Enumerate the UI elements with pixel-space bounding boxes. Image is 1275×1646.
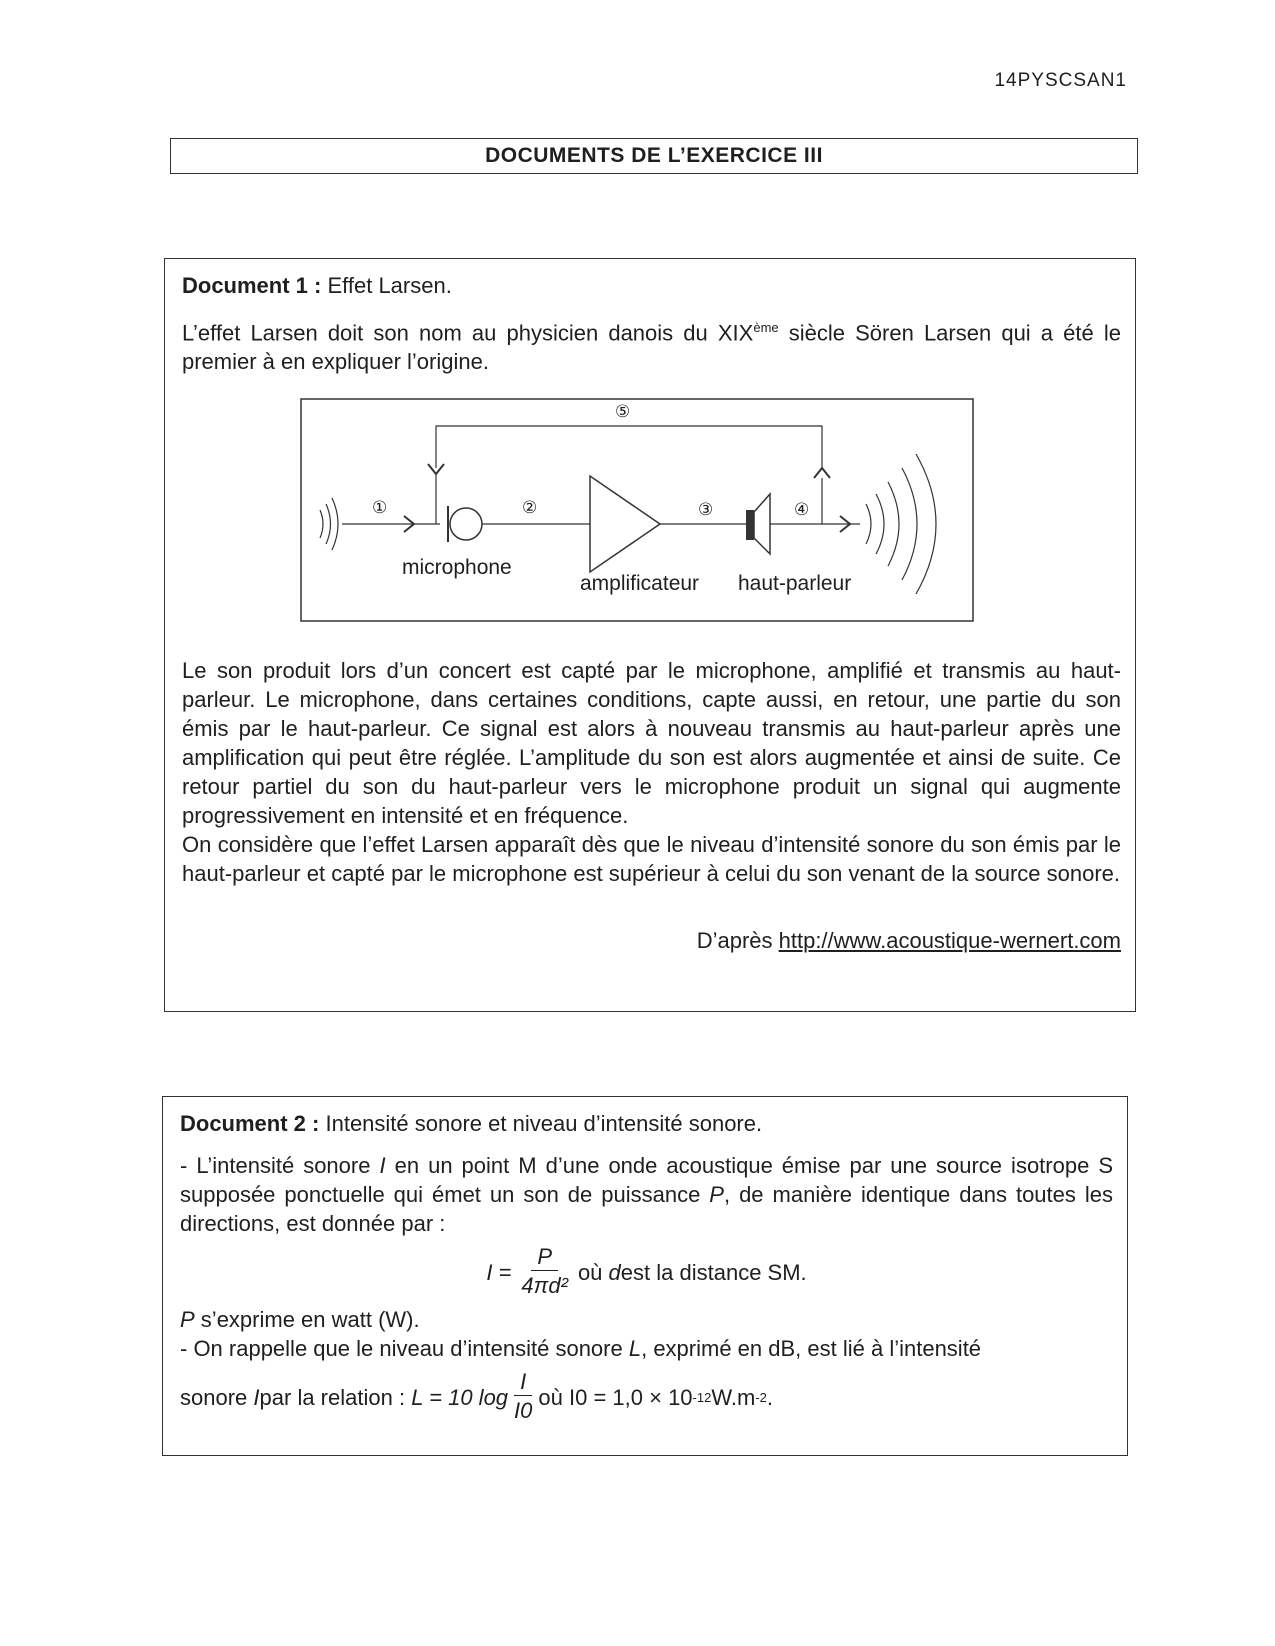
- formula-2-numerator: I: [514, 1369, 532, 1396]
- document-1-intro: [182, 313, 1121, 376]
- document-2-paragraph-1: [180, 1151, 1113, 1238]
- document-2-box: [162, 1096, 1128, 1456]
- formula-2-end: .: [766, 1385, 774, 1410]
- formula-2-fraction: [514, 1369, 532, 1426]
- microphone-label: microphone: [402, 556, 512, 580]
- document-2-paragraph-4: [180, 1369, 1113, 1426]
- speaker-icon: [754, 494, 770, 554]
- p3-text-a: - On rappelle que le niveau d’intensité sonore: [180, 1336, 629, 1361]
- formula-1-tail-b: est la distance SM.: [620, 1259, 807, 1285]
- formula-2-lhs: L = 10 log: [411, 1385, 509, 1410]
- label-2: ②: [522, 498, 538, 518]
- p4-text-b: par la relation :: [259, 1385, 406, 1410]
- document-2-paragraph-2: [180, 1305, 1113, 1334]
- document-2-heading: [180, 1111, 1113, 1137]
- microphone-icon: [450, 508, 482, 540]
- p4-symbol-I: I: [253, 1385, 260, 1410]
- p1-symbol-P: P: [709, 1182, 724, 1207]
- document-2-paragraph-3: [180, 1334, 1113, 1363]
- larsen-diagram: [300, 398, 1000, 630]
- formula-1-symbol-d: d: [608, 1259, 621, 1285]
- formula-2-exponent-1: -12: [692, 1390, 712, 1405]
- formula-1-lhs: I =: [486, 1259, 512, 1285]
- feedback-loop-line: [436, 426, 822, 468]
- document-1-body-2: On considère que l’effet Larsen apparaît dès que le niveau d’intensité sonore du son émis par le haut-parleur et capté par le microphone est supérieur à celui du son venant de la source sonore.: [182, 832, 1121, 887]
- formula-1-fraction: [521, 1244, 568, 1301]
- document-1-box: [164, 258, 1136, 1012]
- p1-text-b: en un point M d’une onde acoustique émise par une source isotrope S supposée ponctuelle qui émet un son de puissance: [180, 1153, 1113, 1207]
- formula-2-exponent-2: -2: [755, 1390, 767, 1405]
- speaker-magnet: [746, 510, 754, 540]
- speaker-label: haut-parleur: [738, 572, 852, 596]
- formula-1-tail-a: où: [577, 1259, 603, 1285]
- level-formula: [180, 1369, 773, 1426]
- document-1-title: Effet Larsen.: [327, 273, 452, 298]
- p1-symbol-I: I: [379, 1153, 386, 1178]
- p3-symbol-L: L: [628, 1336, 642, 1361]
- label-5: ⑤: [615, 402, 631, 422]
- document-1-body-1: Le son produit lors d’un concert est capté par le microphone, amplifié et transmis au haut-parleur. Le microphone, dans certaines conditions, capte aussi, en retour, une partie du son émis par le haut-parleur. Ce signal est alors à nouveau transmis au haut-parleur après une amplification qui peut être réglée. L’amplitude du son est alors augmentée et ainsi de suite. Ce retour partiel du son du haut-parleur vers le microphone produit un signal qui augmente progressivement en intensité et en fréquence.: [182, 658, 1121, 829]
- p2-text: s’exprime en watt (W).: [194, 1307, 420, 1332]
- intro-superscript: ème: [753, 320, 779, 335]
- intro-text-a: L’effet Larsen doit son nom au physicien danois du XIX: [182, 320, 754, 346]
- formula-2-tail: où I0 = 1,0 × 10: [538, 1385, 693, 1410]
- label-3: ③: [698, 500, 714, 520]
- page-title: DOCUMENTS DE L’EXERCICE III: [170, 138, 1138, 174]
- intro-text-b: siècle Sören Larsen qui a été le premier à en expliquer l’origine.: [182, 320, 1121, 375]
- document-2-label: Document 2 :: [180, 1111, 320, 1136]
- incoming-waves-icon: [320, 498, 338, 550]
- p1-text-c: , de manière identique dans toutes les directions, est donnée par :: [180, 1182, 1113, 1236]
- source-link[interactable]: http://www.acoustique-wernert.com: [778, 928, 1121, 954]
- label-1: ①: [372, 498, 388, 518]
- label-4: ④: [794, 500, 810, 520]
- p4-text-a: sonore: [180, 1385, 248, 1410]
- formula-1-numerator: P: [531, 1244, 558, 1271]
- p1-text-a: - L’intensité sonore: [180, 1153, 380, 1178]
- source-prefix: D’après: [696, 928, 779, 954]
- outgoing-waves-icon: [866, 454, 936, 594]
- formula-2-denominator: I0: [514, 1398, 533, 1423]
- document-1-heading: [182, 273, 1121, 299]
- document-code: 14PYSCSAN1: [994, 70, 1127, 91]
- source-citation: [182, 928, 1121, 954]
- feedback-arrow-up-icon: [814, 468, 830, 478]
- p3-text-b: , exprimé en dB, est lié à l’intensité: [641, 1336, 982, 1361]
- p2-symbol-P: P: [180, 1307, 195, 1332]
- document-1-label: Document 1 :: [182, 273, 322, 298]
- document-2-title: Intensité sonore et niveau d’intensité sonore.: [325, 1111, 763, 1136]
- amplifier-icon: [590, 476, 660, 572]
- amplifier-label: amplificateur: [580, 572, 700, 596]
- intensity-formula: [180, 1244, 1113, 1301]
- formula-1-denominator: 4πd²: [521, 1273, 568, 1298]
- formula-2-unit: W.m: [711, 1385, 756, 1410]
